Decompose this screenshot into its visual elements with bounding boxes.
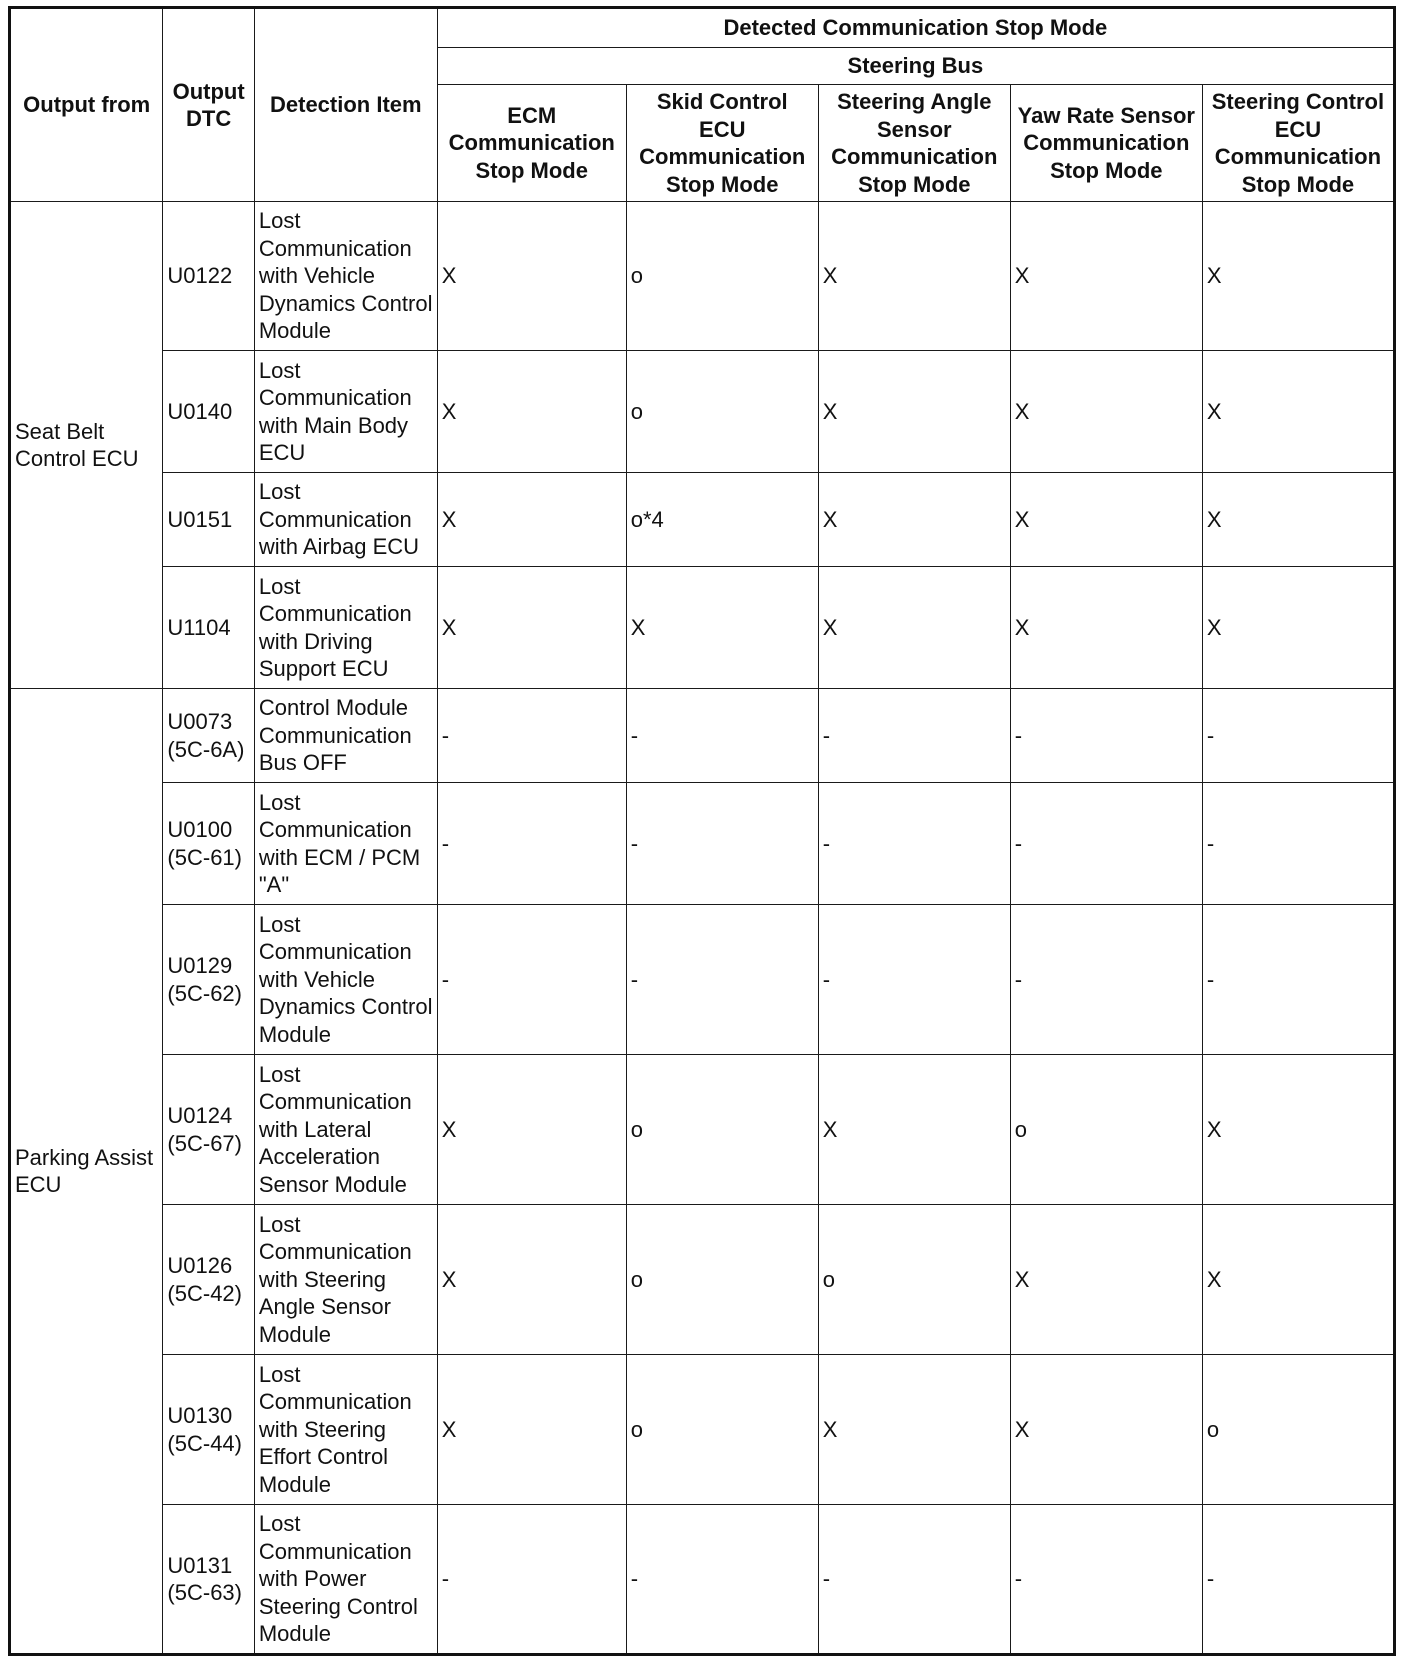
dtc-table — [8, 6, 1396, 1656]
steering-angle-mode-cell: o — [818, 1205, 1010, 1355]
yaw-rate-mode-cell: X — [1010, 351, 1202, 473]
steering-control-mode-cell: X — [1202, 1055, 1394, 1205]
header-col-ecm: ECM Communication Stop Mode — [437, 85, 626, 202]
steering-control-mode-cell: - — [1202, 689, 1394, 783]
steering-angle-mode-cell: X — [818, 1055, 1010, 1205]
yaw-rate-mode-cell: X — [1010, 473, 1202, 567]
skid-mode-cell: - — [626, 1505, 818, 1655]
detection-item-cell: Lost Communication with ECM / PCM "A" — [254, 783, 437, 905]
yaw-rate-mode-cell: o — [1010, 1055, 1202, 1205]
table-row — [10, 351, 1395, 473]
steering-angle-mode-cell: X — [818, 351, 1010, 473]
ecm-mode-cell: X — [437, 567, 626, 689]
detection-item-cell: Lost Communication with Power Steering Control Module — [254, 1505, 437, 1655]
steering-angle-mode-cell: - — [818, 905, 1010, 1055]
yaw-rate-mode-cell: - — [1010, 905, 1202, 1055]
skid-mode-cell: o — [626, 1355, 818, 1505]
skid-mode-cell: - — [626, 905, 818, 1055]
ecm-mode-cell: - — [437, 689, 626, 783]
yaw-rate-mode-cell: - — [1010, 783, 1202, 905]
output-from-cell: Parking Assist ECU — [10, 689, 163, 1655]
skid-mode-cell: o — [626, 1055, 818, 1205]
table-row — [10, 689, 1395, 783]
header-bus: Steering Bus — [437, 48, 1394, 85]
detection-item-cell: Lost Communication with Vehicle Dynamics Control Module — [254, 202, 437, 351]
detection-item-cell: Lost Communication with Steering Angle Sensor Module — [254, 1205, 437, 1355]
table-row — [10, 1505, 1395, 1655]
dtc-cell: U0151 — [163, 473, 254, 567]
yaw-rate-mode-cell: X — [1010, 202, 1202, 351]
dtc-cell: U0073 (5C-6A) — [163, 689, 254, 783]
header-col-steering-control: Steering Control ECU Communication Stop Mode — [1202, 85, 1394, 202]
dtc-cell: U0140 — [163, 351, 254, 473]
table-row — [10, 473, 1395, 567]
ecm-mode-cell: - — [437, 783, 626, 905]
steering-control-mode-cell: X — [1202, 1205, 1394, 1355]
steering-control-mode-cell: X — [1202, 567, 1394, 689]
header-output-dtc: Output DTC — [163, 8, 254, 202]
skid-mode-cell: o*4 — [626, 473, 818, 567]
ecm-mode-cell: - — [437, 905, 626, 1055]
ecm-mode-cell: X — [437, 351, 626, 473]
steering-control-mode-cell: - — [1202, 1505, 1394, 1655]
detection-item-cell: Lost Communication with Steering Effort Control Module — [254, 1355, 437, 1505]
table-body — [10, 202, 1395, 1655]
steering-angle-mode-cell: X — [818, 1355, 1010, 1505]
table-row — [10, 905, 1395, 1055]
dtc-cell: U0130 (5C-44) — [163, 1355, 254, 1505]
detection-item-cell: Lost Communication with Driving Support ECU — [254, 567, 437, 689]
steering-angle-mode-cell: - — [818, 689, 1010, 783]
yaw-rate-mode-cell: X — [1010, 1355, 1202, 1505]
skid-mode-cell: o — [626, 1205, 818, 1355]
detection-item-cell: Lost Communication with Main Body ECU — [254, 351, 437, 473]
header-col-steering-angle: Steering Angle Sensor Communication Stop Mode — [818, 85, 1010, 202]
detection-item-cell: Control Module Communication Bus OFF — [254, 689, 437, 783]
skid-mode-cell: - — [626, 689, 818, 783]
table-row — [10, 1355, 1395, 1505]
detection-item-cell: Lost Communication with Vehicle Dynamics Control Module — [254, 905, 437, 1055]
steering-control-mode-cell: o — [1202, 1355, 1394, 1505]
skid-mode-cell: - — [626, 783, 818, 905]
header-detected-mode: Detected Communication Stop Mode — [437, 8, 1394, 48]
steering-control-mode-cell: X — [1202, 202, 1394, 351]
header-output-from: Output from — [10, 8, 163, 202]
skid-mode-cell: X — [626, 567, 818, 689]
steering-control-mode-cell: X — [1202, 473, 1394, 567]
ecm-mode-cell: X — [437, 1205, 626, 1355]
steering-angle-mode-cell: X — [818, 473, 1010, 567]
steering-control-mode-cell: - — [1202, 905, 1394, 1055]
ecm-mode-cell: - — [437, 1505, 626, 1655]
ecm-mode-cell: X — [437, 473, 626, 567]
dtc-cell: U0124 (5C-67) — [163, 1055, 254, 1205]
steering-control-mode-cell: - — [1202, 783, 1394, 905]
dtc-cell: U0129 (5C-62) — [163, 905, 254, 1055]
yaw-rate-mode-cell: X — [1010, 1205, 1202, 1355]
dtc-cell: U0100 (5C-61) — [163, 783, 254, 905]
table-header — [10, 8, 1395, 202]
header-col-yaw-rate: Yaw Rate Sensor Communication Stop Mode — [1010, 85, 1202, 202]
table-row — [10, 1205, 1395, 1355]
dtc-cell: U0122 — [163, 202, 254, 351]
ecm-mode-cell: X — [437, 1055, 626, 1205]
ecm-mode-cell: X — [437, 1355, 626, 1505]
header-detection-item: Detection Item — [254, 8, 437, 202]
dtc-cell: U0126 (5C-42) — [163, 1205, 254, 1355]
skid-mode-cell: o — [626, 202, 818, 351]
table-row — [10, 567, 1395, 689]
table-row — [10, 783, 1395, 905]
header-col-skid: Skid Control ECU Communication Stop Mode — [626, 85, 818, 202]
steering-angle-mode-cell: - — [818, 783, 1010, 905]
detection-item-cell: Lost Communication with Airbag ECU — [254, 473, 437, 567]
yaw-rate-mode-cell: - — [1010, 1505, 1202, 1655]
steering-angle-mode-cell: - — [818, 1505, 1010, 1655]
steering-angle-mode-cell: X — [818, 202, 1010, 351]
ecm-mode-cell: X — [437, 202, 626, 351]
yaw-rate-mode-cell: X — [1010, 567, 1202, 689]
dtc-cell: U1104 — [163, 567, 254, 689]
table-row — [10, 202, 1395, 351]
skid-mode-cell: o — [626, 351, 818, 473]
yaw-rate-mode-cell: - — [1010, 689, 1202, 783]
table-row — [10, 1055, 1395, 1205]
dtc-table-container — [8, 6, 1396, 1656]
steering-angle-mode-cell: X — [818, 567, 1010, 689]
detection-item-cell: Lost Communication with Lateral Acceleration Sensor Module — [254, 1055, 437, 1205]
dtc-cell: U0131 (5C-63) — [163, 1505, 254, 1655]
output-from-cell: Seat Belt Control ECU — [10, 202, 163, 689]
steering-control-mode-cell: X — [1202, 351, 1394, 473]
